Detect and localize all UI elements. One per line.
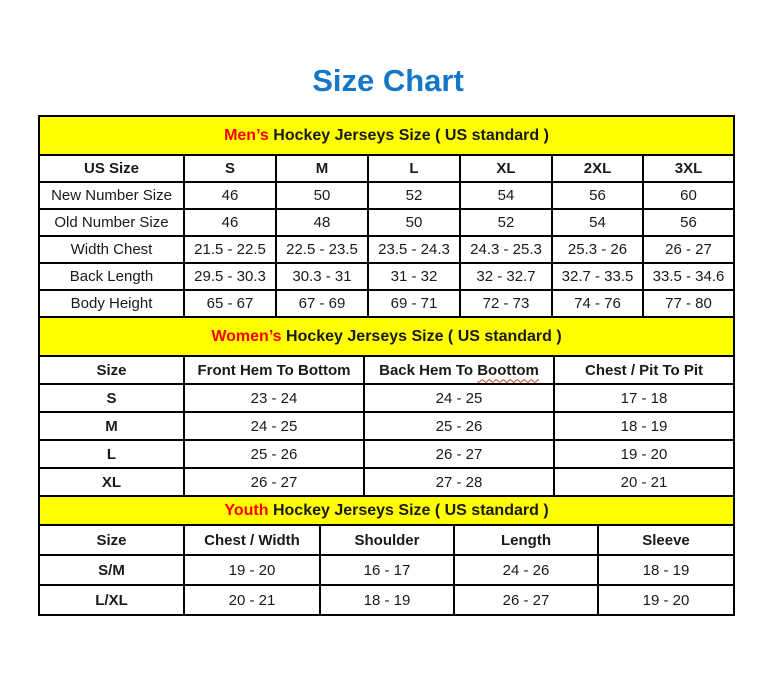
size-cell: 24 - 26 <box>454 555 598 585</box>
size-cell: 46 <box>184 182 276 209</box>
size-cell: 56 <box>552 182 643 209</box>
size-cell: 17 - 18 <box>554 384 734 412</box>
table-row <box>39 585 734 615</box>
size-cell: 24 - 25 <box>184 412 364 440</box>
size-cell: 54 <box>460 182 552 209</box>
banner-row <box>39 317 734 356</box>
mens-size-table <box>38 115 735 318</box>
row-label: L <box>39 440 184 468</box>
size-cell: 54 <box>552 209 643 236</box>
column-header: M <box>276 155 368 182</box>
table-row <box>39 412 734 440</box>
size-cell: 74 - 76 <box>552 290 643 317</box>
header-row <box>39 356 734 384</box>
table-row <box>39 263 734 290</box>
page-title: Size Chart <box>312 63 464 98</box>
table-row <box>39 468 734 496</box>
size-cell: 67 - 69 <box>276 290 368 317</box>
size-cell: 16 - 17 <box>320 555 454 585</box>
row-label: New Number Size <box>39 182 184 209</box>
header-row <box>39 525 734 555</box>
size-cell: 26 - 27 <box>364 440 554 468</box>
size-cell: 29.5 - 30.3 <box>184 263 276 290</box>
size-cell: 52 <box>368 182 460 209</box>
youth-size-table <box>38 495 735 616</box>
column-header: Shoulder <box>320 525 454 555</box>
size-cell: 65 - 67 <box>184 290 276 317</box>
size-cell: 25 - 26 <box>184 440 364 468</box>
banner-highlight-word: Women’s <box>211 327 282 345</box>
column-header: Chest / Pit To Pit <box>554 356 734 384</box>
banner-text: Hockey Jerseys Size ( US standard ) <box>268 126 549 144</box>
banner-row <box>39 496 734 525</box>
column-header: Size <box>39 356 184 384</box>
size-cell: 26 - 27 <box>184 468 364 496</box>
mens-section-banner <box>39 116 734 155</box>
size-cell: 50 <box>368 209 460 236</box>
size-cell: 23 - 24 <box>184 384 364 412</box>
size-cell: 48 <box>276 209 368 236</box>
womens-size-table <box>38 316 735 497</box>
column-header: S <box>184 155 276 182</box>
size-cell: 46 <box>184 209 276 236</box>
size-cell: 32.7 - 33.5 <box>552 263 643 290</box>
column-header: Sleeve <box>598 525 734 555</box>
row-label: Body Height <box>39 290 184 317</box>
row-label: L/XL <box>39 585 184 615</box>
header-row <box>39 155 734 182</box>
size-cell: 20 - 21 <box>184 585 320 615</box>
size-cell: 24.3 - 25.3 <box>460 236 552 263</box>
table-row <box>39 440 734 468</box>
row-label: Width Chest <box>39 236 184 263</box>
column-header: US Size <box>39 155 184 182</box>
size-cell: 56 <box>643 209 734 236</box>
size-cell: 50 <box>276 182 368 209</box>
column-header: L <box>368 155 460 182</box>
size-cell: 72 - 73 <box>460 290 552 317</box>
size-cell: 24 - 25 <box>364 384 554 412</box>
column-header <box>364 356 554 384</box>
size-cell: 69 - 71 <box>368 290 460 317</box>
size-cell: 18 - 19 <box>598 555 734 585</box>
womens-section-banner <box>39 317 734 356</box>
size-cell: 19 - 20 <box>184 555 320 585</box>
banner-highlight-word: Youth <box>224 501 269 519</box>
size-cell: 19 - 20 <box>598 585 734 615</box>
table-row <box>39 182 734 209</box>
size-cell: 27 - 28 <box>364 468 554 496</box>
size-cell: 52 <box>460 209 552 236</box>
column-header: 3XL <box>643 155 734 182</box>
table-row <box>39 209 734 236</box>
size-cell: 26 - 27 <box>643 236 734 263</box>
table-row <box>39 555 734 585</box>
banner-row <box>39 116 734 155</box>
row-label: S <box>39 384 184 412</box>
size-cell: 20 - 21 <box>554 468 734 496</box>
size-cell: 30.3 - 31 <box>276 263 368 290</box>
row-label: M <box>39 412 184 440</box>
misspelled-word: Boottom <box>477 361 539 379</box>
column-header: XL <box>460 155 552 182</box>
row-label: Old Number Size <box>39 209 184 236</box>
size-cell: 19 - 20 <box>554 440 734 468</box>
size-cell: 25 - 26 <box>364 412 554 440</box>
row-label: XL <box>39 468 184 496</box>
table-row <box>39 236 734 263</box>
size-cell: 60 <box>643 182 734 209</box>
size-cell: 22.5 - 23.5 <box>276 236 368 263</box>
row-label: Back Length <box>39 263 184 290</box>
column-header: Chest / Width <box>184 525 320 555</box>
banner-text: Hockey Jerseys Size ( US standard ) <box>268 501 549 519</box>
column-header: 2XL <box>552 155 643 182</box>
size-cell: 18 - 19 <box>554 412 734 440</box>
size-cell: 33.5 - 34.6 <box>643 263 734 290</box>
size-cell: 23.5 - 24.3 <box>368 236 460 263</box>
size-cell: 77 - 80 <box>643 290 734 317</box>
table-row <box>39 384 734 412</box>
size-cell: 25.3 - 26 <box>552 236 643 263</box>
size-cell: 26 - 27 <box>454 585 598 615</box>
row-label: S/M <box>39 555 184 585</box>
size-cell: 21.5 - 22.5 <box>184 236 276 263</box>
column-header: Length <box>454 525 598 555</box>
size-tables-container <box>38 115 735 616</box>
size-cell: 18 - 19 <box>320 585 454 615</box>
column-header: Size <box>39 525 184 555</box>
table-row <box>39 290 734 317</box>
size-cell: 31 - 32 <box>368 263 460 290</box>
youth-section-banner <box>39 496 734 525</box>
size-cell: 32 - 32.7 <box>460 263 552 290</box>
banner-text: Hockey Jerseys Size ( US standard ) <box>281 327 562 345</box>
column-header: Front Hem To Bottom <box>184 356 364 384</box>
banner-highlight-word: Men’s <box>224 126 269 144</box>
header-text: Back Hem To <box>379 361 478 379</box>
